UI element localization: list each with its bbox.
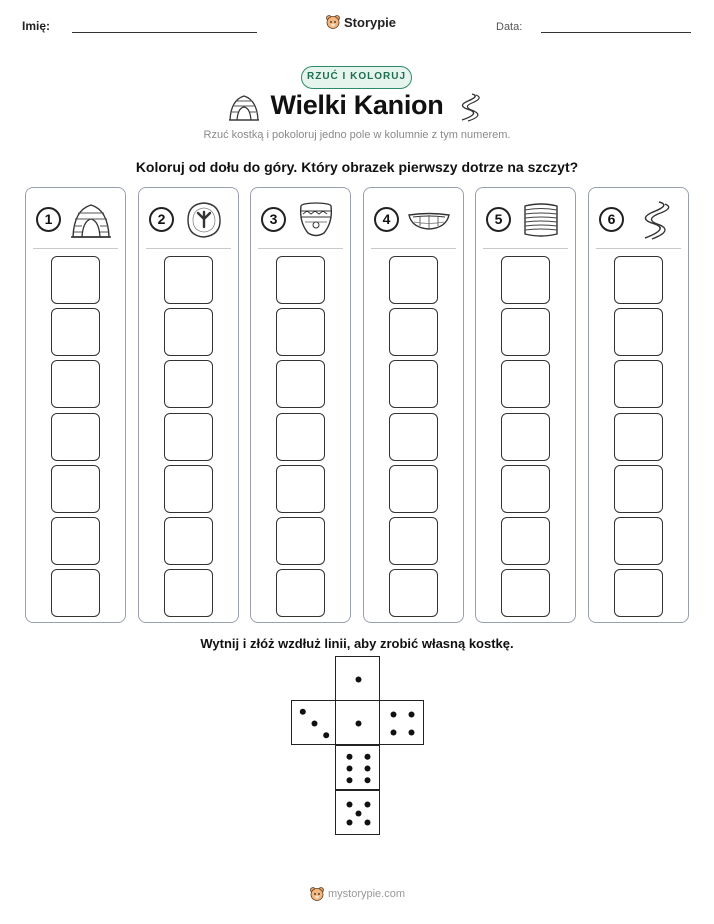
color-cell[interactable]: [614, 517, 663, 565]
color-cell[interactable]: [614, 308, 663, 356]
column-number: 5: [486, 207, 511, 232]
dice-pip: [356, 811, 362, 817]
winding-river-icon: [454, 92, 482, 122]
color-cell[interactable]: [389, 569, 438, 617]
dice-pip: [300, 709, 306, 715]
dice-pip: [409, 712, 415, 718]
column-header: [364, 188, 463, 248]
winding-river-icon: [633, 200, 675, 240]
color-cell[interactable]: [51, 517, 100, 565]
column-number: 1: [36, 207, 61, 232]
dice-pip: [409, 730, 415, 736]
dice-face-1: [335, 700, 380, 745]
dice-pip: [365, 754, 371, 760]
column-divider: [33, 248, 118, 249]
dice-pip: [365, 766, 371, 772]
dice-pip: [356, 677, 362, 683]
page-title: Wielki Kanion: [270, 90, 444, 120]
color-cell[interactable]: [389, 308, 438, 356]
color-cell[interactable]: [276, 465, 325, 513]
column-number: 6: [599, 207, 624, 232]
color-cell[interactable]: [614, 569, 663, 617]
dice-pip: [347, 766, 353, 772]
column-header: [476, 188, 575, 248]
date-line: [541, 32, 691, 33]
color-cell[interactable]: [276, 360, 325, 408]
dice-face-1: [335, 656, 380, 701]
column-divider: [258, 248, 343, 249]
dice-face-4: [379, 700, 424, 745]
fossil-footprint-icon: [183, 200, 225, 240]
color-cell[interactable]: [276, 569, 325, 617]
column-6: [588, 187, 689, 623]
color-cell[interactable]: [389, 256, 438, 304]
color-cell[interactable]: [164, 413, 213, 461]
dice-pip: [347, 777, 353, 783]
dice-pip: [312, 721, 318, 727]
dice-pip: [391, 712, 397, 718]
name-label: Imię:: [22, 19, 51, 33]
color-cell[interactable]: [614, 413, 663, 461]
column-divider: [596, 248, 681, 249]
rock-layers-icon: [520, 200, 562, 240]
color-cell[interactable]: [501, 308, 550, 356]
color-cell[interactable]: [164, 308, 213, 356]
color-cell[interactable]: [389, 465, 438, 513]
date-label: Data:: [496, 21, 523, 33]
color-cell[interactable]: [51, 256, 100, 304]
dice-pip: [365, 777, 371, 783]
dice-pip: [365, 820, 371, 826]
instruction: Koloruj od dołu do góry. Który obrazek pierwszy dotrze na szczyt?: [135, 159, 579, 175]
column-number: 4: [374, 207, 399, 232]
name-line: [72, 32, 257, 33]
color-cell[interactable]: [501, 517, 550, 565]
color-cell[interactable]: [164, 517, 213, 565]
color-cell[interactable]: [501, 413, 550, 461]
color-cell[interactable]: [276, 308, 325, 356]
color-cell[interactable]: [614, 256, 663, 304]
cut-instruction: Wytnij i złóż wzdłuż linii, aby zrobić własną kostkę.: [200, 636, 514, 651]
dice-face-5: [335, 790, 380, 835]
color-cell[interactable]: [501, 465, 550, 513]
subtitle: Rzuć kostką i pokoloruj jedno pole w kolumnie z tym numerem.: [203, 129, 511, 141]
color-cell[interactable]: [501, 569, 550, 617]
column-1: [25, 187, 126, 623]
color-cell[interactable]: [276, 256, 325, 304]
column-number: 3: [261, 207, 286, 232]
column-2: [138, 187, 239, 623]
column-header: [139, 188, 238, 248]
color-cell[interactable]: [51, 465, 100, 513]
brand-logo: [325, 14, 396, 30]
dice-face-6: [335, 745, 380, 790]
column-4: [363, 187, 464, 623]
canyon-arch-icon: [70, 200, 112, 240]
color-cell[interactable]: [164, 465, 213, 513]
color-cell[interactable]: [164, 256, 213, 304]
column-3: [250, 187, 351, 623]
column-number: 2: [149, 207, 174, 232]
column-header: [251, 188, 350, 248]
color-cell[interactable]: [614, 465, 663, 513]
dice-pip: [347, 754, 353, 760]
color-cell[interactable]: [51, 360, 100, 408]
color-cell[interactable]: [276, 517, 325, 565]
color-cell[interactable]: [389, 360, 438, 408]
column-5: [475, 187, 576, 623]
column-header: [26, 188, 125, 248]
dice-pip: [347, 802, 353, 808]
color-cell[interactable]: [389, 517, 438, 565]
dice-pip: [323, 732, 329, 738]
footer-brand: [309, 886, 405, 902]
column-divider: [483, 248, 568, 249]
footer-brand-text: mystorypie.com: [328, 888, 406, 900]
dice-pip: [365, 802, 371, 808]
column-divider: [146, 248, 231, 249]
color-cell[interactable]: [501, 360, 550, 408]
color-cell[interactable]: [51, 308, 100, 356]
activity-badge: RZUĆ I KOLORUJ: [301, 66, 412, 89]
color-cell[interactable]: [276, 413, 325, 461]
color-cell[interactable]: [164, 569, 213, 617]
column-divider: [371, 248, 456, 249]
color-cell[interactable]: [501, 256, 550, 304]
dice-pip: [356, 721, 362, 727]
brand-name: Storypie: [344, 14, 397, 30]
column-header: [589, 188, 688, 248]
color-cell[interactable]: [164, 360, 213, 408]
pottery-jar-icon: [295, 200, 337, 240]
color-cell[interactable]: [614, 360, 663, 408]
canoe-boat-icon: [408, 200, 450, 240]
storypie-bear-icon: [325, 14, 341, 30]
dice-pip: [391, 730, 397, 736]
dice-pip: [347, 820, 353, 826]
color-cell[interactable]: [51, 413, 100, 461]
dice-face-3: [291, 700, 336, 745]
color-cell[interactable]: [51, 569, 100, 617]
storypie-bear-icon: [309, 886, 325, 902]
color-cell[interactable]: [389, 413, 438, 461]
